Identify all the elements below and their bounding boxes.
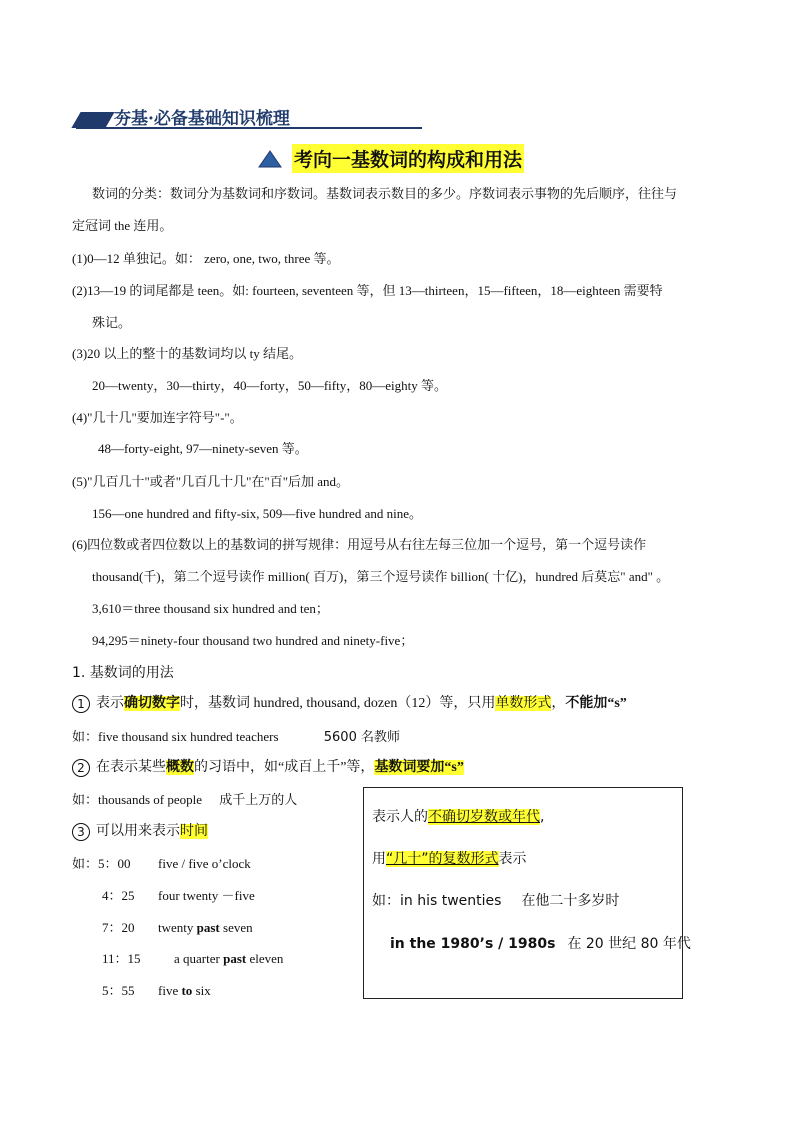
time-row [102,919,253,937]
time-words-end: six [192,983,211,998]
note-line-1-pre: 表示人的 [372,809,428,825]
usage-1 [72,693,627,715]
usage-2-example-en: 如：thousands of people [72,792,202,807]
usage-2-example-cn: 成千上万的人 [219,793,298,808]
rule-3a: (3)20 以上的整十的基数词均以 ty 结尾。 [72,346,303,361]
usage-3 [72,821,208,843]
usage-2-highlight-2: 基数词要加“s” [374,760,464,775]
usage-3-pre: 可以用来表示 [96,824,180,839]
usage-1-mid: 时，基数词 hundred, thousand, dozen（12）等，只用 [180,696,496,711]
section-header-title: 夯基·必备基础知识梳理 [114,109,290,129]
usage-1-example-en: 如：five thousand six hundred teachers [72,729,279,744]
time-value: 11：15 [102,951,141,966]
note-line-3-en: 如：in his twenties [372,893,502,909]
note-line-1-end: , [540,809,545,825]
note-box [363,787,691,999]
time-value: 7：20 [102,920,135,935]
rule-6d: 94,295＝ninety-four thousand two hundred and ninety-five； [92,633,414,648]
note-line-4-en: in the 1980’s / 1980s [390,936,556,952]
time-words: five [158,983,182,998]
time-value: 5：55 [102,983,135,998]
time-words-end: seven [219,920,253,935]
usage-1-example [72,728,400,747]
note-line-2-highlight: “几十”的复数形式 [386,851,499,867]
note-line-1 [372,808,544,826]
time-words: twenty [158,920,197,935]
header-decor-bar [71,112,114,128]
rule-6b: thousand(千)，第二个逗号读作 million( 百万)，第三个逗号读作 billion( 十亿)，hundred 后莫忘" and" 。 [92,569,670,584]
intro-line-2: 定冠词 the 连用。 [72,218,173,233]
usage-1-comma: ， [551,696,566,711]
rule-4b: 48—forty-eight, 97—ninety-seven 等。 [98,441,308,456]
usage-1-end: 不能加“s” [565,696,627,711]
rule-5a: (5)"几百几十"或者"几百几十几"在"百"后加 and。 [72,474,350,489]
usage-1-pre: 表示 [96,696,124,711]
triangle-icon [258,150,282,168]
usage-2 [72,757,464,779]
usage-2-pre: 在表示某些 [96,760,166,775]
circled-number-1: 1 [72,695,90,713]
rule-2b: 殊记。 [92,315,132,330]
time-value: 4：25 [102,888,135,903]
time-words-bold: past [196,920,220,935]
rule-4a: (4)"几十几"要加连字符号"-"。 [72,410,243,425]
rule-5b: 156—one hundred and fifty-six, 509—five hundred and nine。 [92,506,422,521]
time-words: four twenty －five [158,888,255,903]
time-words-bold: to [181,983,193,998]
rule-1: (1)0—12 单独记。如： zero, one, two, three 等。 [72,251,340,266]
intro-line-1: 数词的分类：数词分为基数词和序数词。基数词表示数目的多少。序数词表示事物的先后顺序，往往与 [92,186,678,201]
rule-6a: (6)四位数或者四位数以上的基数词的拼写规律：用逗号从右往左每三位加一个逗号，第一个逗号读作 [72,537,647,552]
rule-3b: 20—twenty，30—thirty，40—forty，50—fifty，80—eighty 等。 [92,378,447,393]
note-line-2 [372,850,527,868]
usage-heading: 1. 基数词的用法 [72,665,174,681]
page-title: 考向一基数词的构成和用法 [292,144,524,173]
usage-1-highlight-2: 单数形式 [495,696,552,711]
time-row [72,855,251,873]
time-words: five / five o’clock [158,856,251,871]
note-line-3-cn: 在他二十多岁时 [521,893,620,909]
time-row [102,982,211,1000]
time-words-end: eleven [246,951,284,966]
usage-2-highlight-1: 概数 [166,760,194,775]
note-line-1-highlight: 不确切岁数或年代 [428,809,540,825]
note-line-4-cn: 在 20 世纪 80 年代 [567,936,691,952]
usage-1-example-cn: 5600 名教师 [323,730,400,745]
usage-2-example [72,791,297,810]
usage-1-highlight-1: 确切数字 [124,696,180,711]
note-line-2-pre: 用 [372,851,386,867]
time-row [102,950,283,968]
rule-6c: 3,610＝three thousand six hundred and ten； [92,601,329,616]
time-row [102,887,255,905]
usage-2-mid: 的习语中，如“成百上千”等， [194,760,375,775]
time-value: 如：5：00 [72,856,131,871]
note-line-3 [372,892,619,910]
circled-number-3: 3 [72,823,90,841]
time-words: a quarter [174,951,224,966]
note-line-2-end: 表示 [498,851,527,867]
usage-3-highlight: 时间 [180,824,208,839]
circled-number-2: 2 [72,759,90,777]
note-line-4 [390,935,691,953]
rule-2a: (2)13—19 的词尾都是 teen。如: fourteen, seventeen 等，但 13—thirteen，15—fifteen，18—eighteen 需要特 [72,283,663,298]
time-words-bold: past [223,951,247,966]
title-row [258,144,524,174]
